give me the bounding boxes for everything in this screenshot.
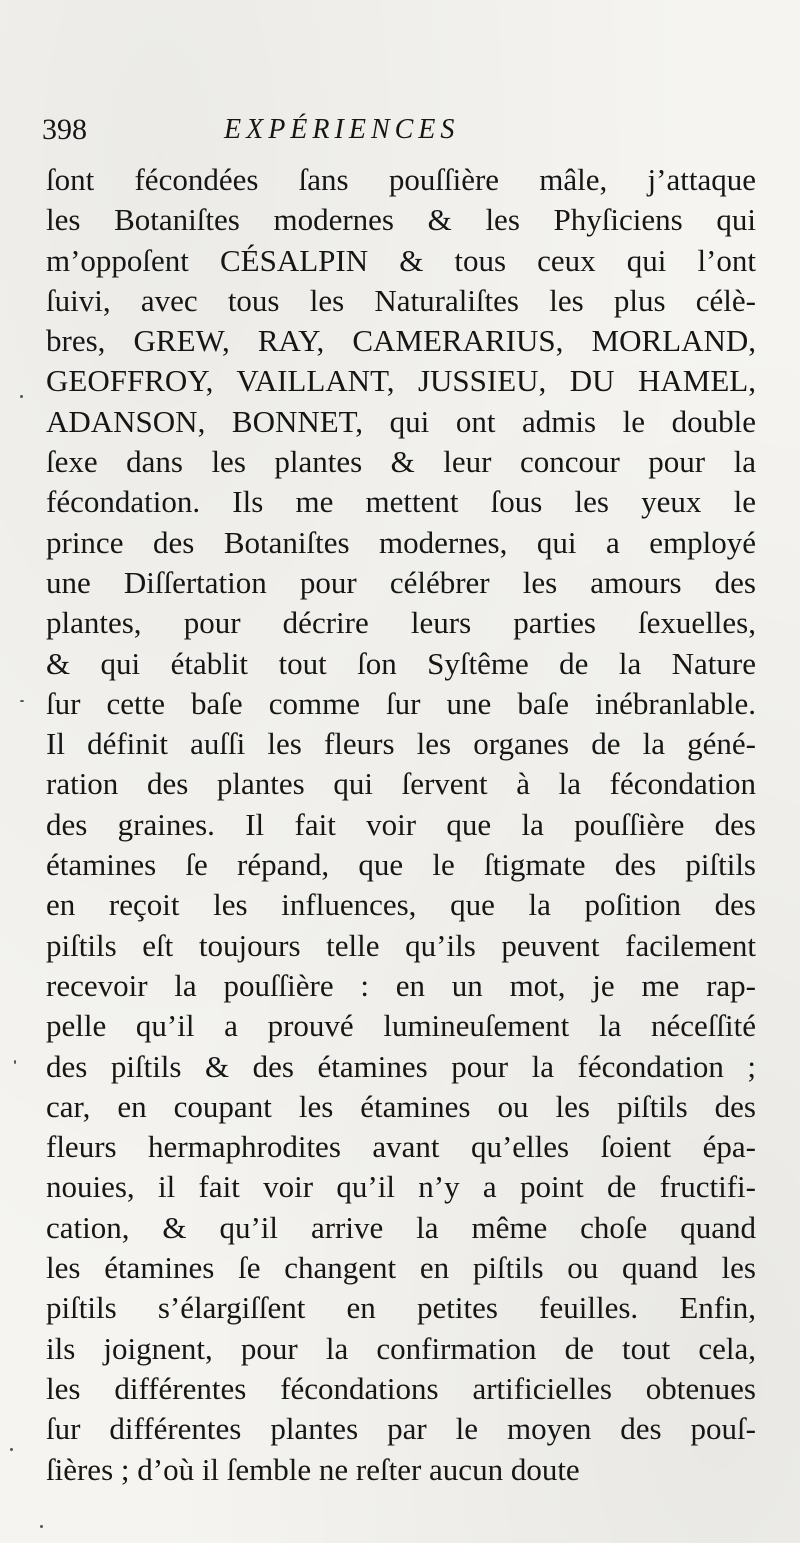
paper-speck [40,1525,43,1528]
text-line: ſexe dans les plantes & leur concour pour la [46,444,756,480]
text-line: des graines. Il fait voir que la pouſſière des [46,806,756,842]
text-line: plantes, pour décrire leurs parties ſexuelles, [46,605,756,641]
text-line: car, en coupant les étamines ou les piſtils des [46,1088,756,1124]
text-line: ration des plantes qui ſervent à la fécondation [46,766,756,802]
text-line: ſuivi, avec tous les Naturaliſtes les plus célè- [46,282,756,318]
paper-speck [20,700,24,702]
text-line: une Diſſertation pour célébrer les amours des [46,564,756,600]
text-line: piſtils eſt toujours telle qu’ils peuvent facilement [46,927,756,963]
text-line: ils joignent, pour la confirmation de tout cela, [46,1330,756,1366]
text-line: pelle qu’il a prouvé lumineuſement la néceſſité [46,1008,756,1044]
text-line: piſtils s’élargiſſent en petites feuilles. Enfin, [46,1290,756,1326]
paper-speck [20,395,23,398]
text-line: ADANSON, BONNET, qui ont admis le double [46,403,756,439]
text-line: en reçoit les influences, que la poſition des [46,887,756,923]
text-line: ſont fécondées ſans pouſſière mâle, j’attaque [46,162,756,197]
running-title: EXPÉRIENCES [224,114,460,145]
text-line: fleurs hermaphrodites avant qu’elles ſoient épa- [46,1129,756,1165]
text-line: & qui établit tout ſon Syſtême de la Nature [46,645,756,681]
paper-speck [10,1448,13,1451]
text-line: bres, GREW, RAY, CAMERARIUS, MORLAND, [46,323,756,359]
text-line: ſières ; d’où il ſemble ne reſter aucun doute [46,1451,580,1487]
text-line: des piſtils & des étamines pour la fécondation ; [46,1048,756,1084]
text-line: les Botaniſtes modernes & les Phyſiciens qui [46,202,756,238]
text-line: les différentes fécondations artificielles obtenues [46,1370,756,1406]
text-line: recevoir la pouſſière : en un mot, je me rap- [46,967,756,1003]
text-line: fécondation. Ils me mettent ſous les yeux le [46,484,756,520]
text-line: Il définit auſſi les fleurs les organes de la géné- [46,726,756,762]
text-line: ſur cette baſe comme ſur une baſe inébranlable. [46,685,756,721]
text-line: cation, & qu’il arrive la même choſe quand [46,1209,756,1245]
page-header [42,108,602,152]
page-number: 398 [42,113,87,146]
text-line: nouies, il fait voir qu’il n’y a point de fructifi- [46,1169,756,1205]
text-line: les étamines ſe changent en piſtils ou quand les [46,1250,756,1286]
text-line: étamines ſe répand, que le ſtigmate des piſtils [46,847,756,883]
text-line: ſur différentes plantes par le moyen des pouſ- [46,1411,756,1447]
body-text [46,160,756,1490]
text-line: m’oppoſent CÉSALPIN & tous ceux qui l’ont [46,242,756,278]
text-line: prince des Botaniſtes modernes, qui a employé [46,524,756,560]
paper-speck [14,1060,16,1064]
text-line: GEOFFROY, VAILLANT, JUSSIEU, DU HAMEL, [46,363,756,399]
